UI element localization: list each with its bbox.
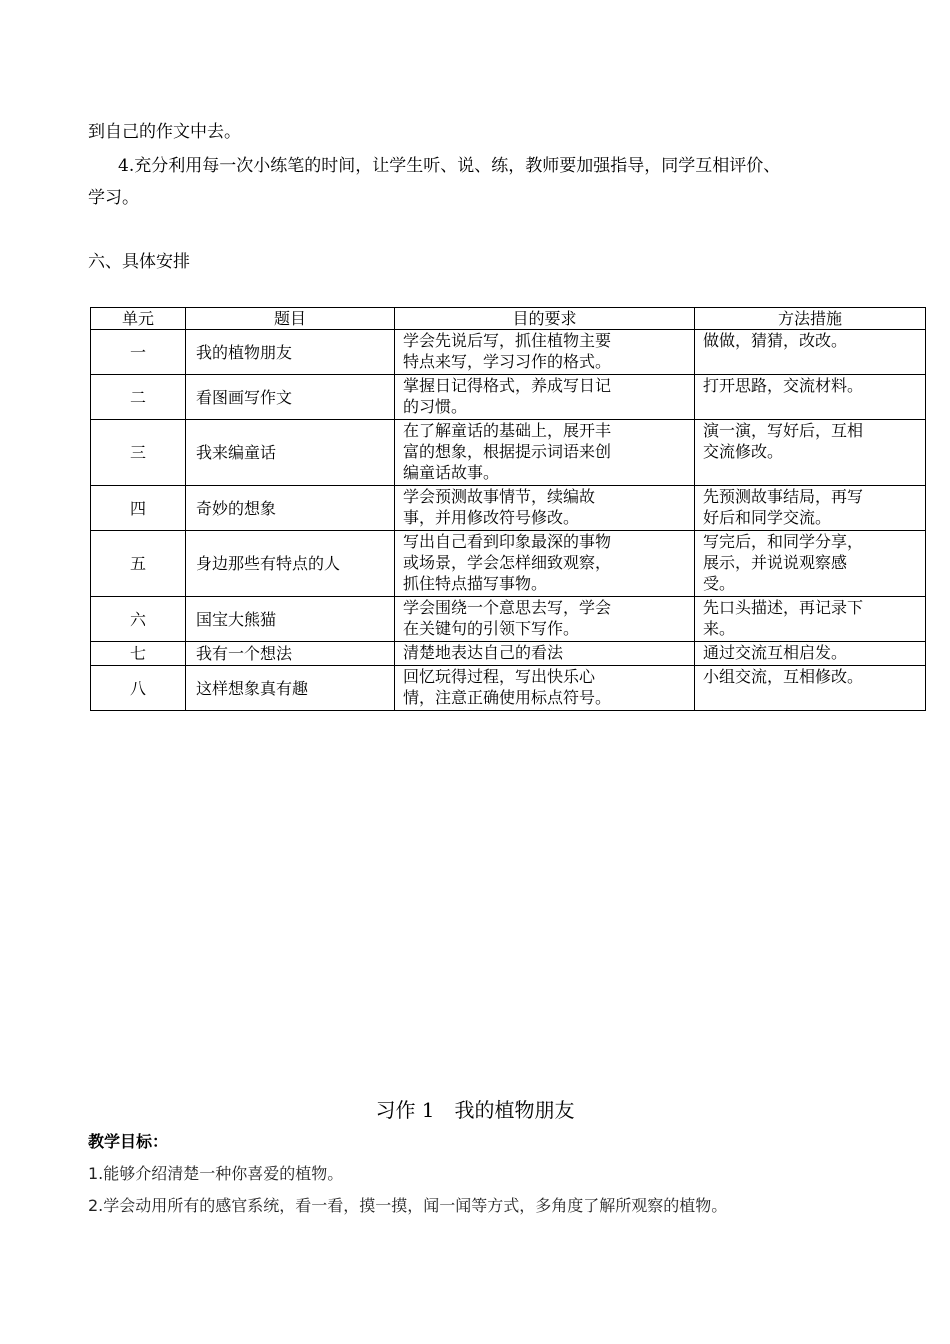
cell-method — [695, 666, 926, 711]
cell-line: 事，并用修改符号修改。 — [403, 508, 580, 527]
cell-goal — [395, 330, 695, 375]
cell-line: 特点来写，学习习作的格式。 — [403, 352, 612, 371]
cell-line: 抓住特点描写事物。 — [403, 574, 548, 593]
cell-unit: 六 — [91, 597, 186, 642]
cell-method — [695, 486, 926, 531]
cell-unit: 七 — [91, 642, 186, 666]
cell-line: 好后和同学交流。 — [703, 508, 832, 527]
column-header-title: 题目 — [186, 308, 395, 330]
cell-line: 清楚地表达自己的看法 — [403, 643, 564, 662]
cell-unit: 五 — [91, 531, 186, 597]
paragraph-line: 到自己的作文中去。 — [88, 122, 241, 142]
table-row — [91, 375, 926, 420]
cell-title: 我的植物朋友 — [186, 330, 395, 375]
cell-line: 小组交流，互相修改。 — [703, 667, 864, 686]
cell-method — [695, 420, 926, 486]
cell-line: 先口头描述，再记录下 — [703, 598, 864, 617]
cell-line: 富的想象，根据提示词语来创 — [403, 442, 612, 461]
cell-goal — [395, 486, 695, 531]
cell-line: 交流修改。 — [703, 442, 784, 461]
cell-method — [695, 375, 926, 420]
paragraph-line: 4.充分利用每一次小练笔的时间，让学生听、说、练，教师要加强指导，同学互相评价、 — [118, 156, 781, 176]
cell-unit: 一 — [91, 330, 186, 375]
cell-method — [695, 597, 926, 642]
cell-title: 我有一个想法 — [186, 642, 395, 666]
table-row — [91, 642, 926, 666]
cell-unit: 四 — [91, 486, 186, 531]
column-header-goal: 目的要求 — [395, 308, 695, 330]
cell-line: 演一演，写好后，互相 — [703, 421, 864, 440]
table-row — [91, 486, 926, 531]
cell-goal — [395, 666, 695, 711]
cell-line: 写完后，和同学分享， — [703, 532, 864, 551]
table-header-row — [91, 308, 926, 330]
cell-line: 或场景，学会怎样细致观察， — [403, 553, 612, 572]
table-body — [91, 330, 926, 711]
lesson-title: 习作 1 我的植物朋友 — [375, 1098, 575, 1122]
cell-goal — [395, 597, 695, 642]
cell-unit: 八 — [91, 666, 186, 711]
column-header-method: 方法措施 — [695, 308, 926, 330]
cell-line: 写出自己看到印象最深的事物 — [403, 532, 612, 551]
cell-line: 受。 — [703, 574, 736, 593]
column-header-unit: 单元 — [91, 308, 186, 330]
table-row — [91, 666, 926, 711]
cell-line: 编童话故事。 — [403, 463, 500, 482]
cell-line: 做做，猜猜，改改。 — [703, 331, 848, 350]
cell-line: 来。 — [703, 619, 736, 638]
cell-line: 在关键句的引领下写作。 — [403, 619, 580, 638]
cell-line: 先预测故事结局，再写 — [703, 487, 864, 506]
cell-line: 学会预测故事情节，续编故 — [403, 487, 596, 506]
cell-line: 学会先说后写，抓住植物主要 — [403, 331, 612, 350]
table-row — [91, 531, 926, 597]
paragraph-line: 学习。 — [88, 188, 139, 208]
cell-title: 看图画写作文 — [186, 375, 395, 420]
schedule-table — [90, 307, 926, 711]
cell-title: 我来编童话 — [186, 420, 395, 486]
cell-method — [695, 531, 926, 597]
cell-goal — [395, 642, 695, 666]
cell-line: 情，注意正确使用标点符号。 — [403, 688, 612, 707]
cell-title: 这样想象真有趣 — [186, 666, 395, 711]
cell-line: 通过交流互相启发。 — [703, 643, 848, 662]
cell-unit: 二 — [91, 375, 186, 420]
cell-goal — [395, 420, 695, 486]
goals-label: 教学目标： — [88, 1132, 169, 1151]
cell-goal — [395, 531, 695, 597]
cell-line: 展示，并说说观察感 — [703, 553, 848, 572]
table-row — [91, 420, 926, 486]
table-row — [91, 330, 926, 375]
cell-goal — [395, 375, 695, 420]
cell-line: 学会围绕一个意思去写，学会 — [403, 598, 612, 617]
cell-method — [695, 330, 926, 375]
cell-line: 回忆玩得过程，写出快乐心 — [403, 667, 596, 686]
cell-unit: 三 — [91, 420, 186, 486]
cell-line: 打开思路，交流材料。 — [703, 376, 864, 395]
cell-line: 掌握日记得格式，养成写日记 — [403, 376, 612, 395]
cell-title: 国宝大熊猫 — [186, 597, 395, 642]
table-row — [91, 597, 926, 642]
cell-title: 身边那些有特点的人 — [186, 531, 395, 597]
section-heading: 六、具体安排 — [88, 252, 190, 272]
cell-line: 在了解童话的基础上，展开丰 — [403, 421, 612, 440]
cell-line: 的习惯。 — [403, 397, 468, 416]
goal-item: 2.学会动用所有的感官系统，看一看，摸一摸，闻一闻等方式，多角度了解所观察的植物。 — [88, 1196, 728, 1215]
goal-item: 1.能够介绍清楚一种你喜爱的植物。 — [88, 1164, 344, 1183]
cell-title: 奇妙的想象 — [186, 486, 395, 531]
cell-method — [695, 642, 926, 666]
